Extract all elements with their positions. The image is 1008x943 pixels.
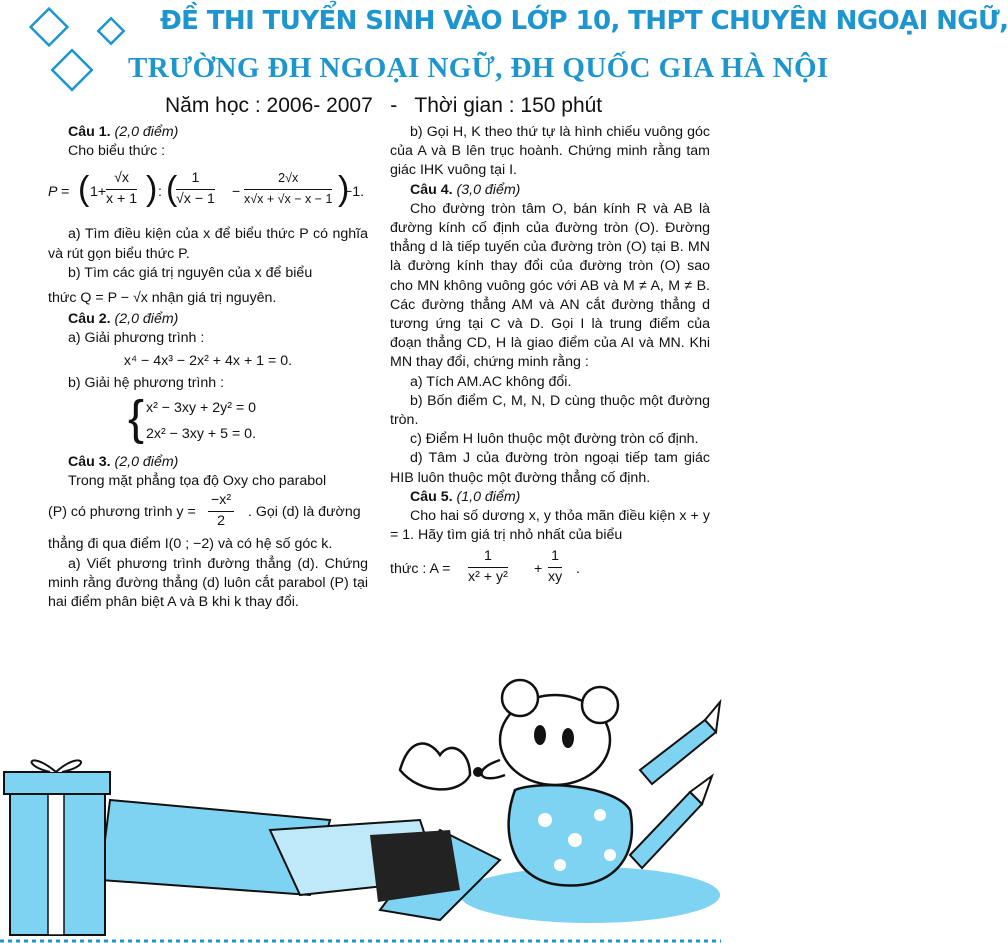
title-line-2: TRƯỜNG ĐH NGOẠI NGỮ, ĐH QUỐC GIA HÀ NỘI [128, 52, 829, 84]
q4-points: (3,0 điểm) [456, 181, 521, 198]
q2-part-a: a) Giải phương trình : [68, 330, 205, 347]
header [0, 0, 1008, 125]
q1-intro: Cho biểu thức : [68, 143, 166, 160]
q3-line3: thẳng đi qua điểm I(0 ; −2) và có hệ số góc k. [48, 536, 333, 553]
q3-parabola-frac [208, 491, 234, 530]
q4-intro: Cho đường tròn tâm O, bán kính R và AB là đường kính cố định của đường tròn (O). Đường thẳng d là tiếp tuyến của đường tròn (O) tại B. MN là đường kính thay đổi của đường tròn (O) sao cho MN không vuông góc với AB và M ≠ A, M ≠ B. Các đường thẳng AM và AN cắt đường thẳng d tương ứng tại C và D. Gọi I là trung điểm của đoạn thẳng CD, H là giao điểm của AI và MN. Khi MN thay đổi, chứng minh rằng : [390, 200, 710, 371]
right-column [390, 123, 710, 593]
q2-system-eq1: x² − 3xy + 2y² = 0 [146, 400, 257, 417]
q5-label: Câu 5. [410, 488, 453, 505]
q2-part-b: b) Giải hệ phương trình : [68, 374, 225, 391]
q5-frac1-denominator: x² + y² [468, 568, 508, 585]
black-box-icon [370, 830, 460, 902]
exam-meta: Năm học : 2006- 2007 - Thời gian : 150 phút [165, 94, 603, 117]
q5-intro: Cho hai số dương x, y thỏa mãn điều kiện x + y = 1. Hãy tìm giá trị nhỏ nhất của biểu [390, 508, 710, 544]
q4-label: Câu 4. [410, 181, 453, 198]
q2-system: { x² − 3xy + 2y² = 0 2x² − 3xy + 5 = 0. [128, 392, 257, 446]
frac3-numerator: 2√x [244, 169, 332, 189]
formula-p-one: 1+ [90, 184, 107, 201]
q5-frac1 [468, 547, 508, 586]
gift-box-icon [4, 760, 110, 935]
left-column [48, 123, 368, 612]
formula-p-frac1 [106, 169, 137, 208]
q5-frac2-numerator: 1 [548, 547, 562, 567]
pencil-icon [630, 702, 720, 868]
q2-label: Câu 2. [68, 311, 111, 328]
q3-line2b: . Gọi (d) là đường [248, 504, 361, 521]
formula-p-colon: : [158, 184, 162, 201]
q2-points: (2,0 điểm) [114, 311, 179, 328]
q3-part-a: a) Viết phương trình đường thẳng (d). Chứng minh rằng đường thẳng (d) luôn cắt parabol (P) tại hai điểm phân biệt A và B khi k thay đổi. [48, 555, 368, 611]
title-line-1: ĐỀ THI TUYỂN SINH VÀO LỚP 10, THPT CHUYÊN NGOẠI NGỮ, [160, 6, 1008, 36]
formula-p-frac2 [176, 169, 215, 208]
q1-points: (2,0 điểm) [114, 124, 179, 140]
frac3-denominator: x√x + √x − x − 1 [244, 191, 333, 206]
diamond-decoration-icon [0, 0, 160, 100]
q1-part-b1: b) Tìm các giá trị nguyên của x để biểu [68, 264, 313, 281]
q5-formula-lead: thức : A = [390, 561, 451, 578]
q5-points: (1,0 điểm) [456, 488, 521, 505]
formula-p-frac3 [244, 169, 332, 208]
q2-equation: x⁴ − 4x³ − 2x² + 4x + 1 = 0. [123, 352, 293, 369]
q1-label: Câu 1. [68, 124, 111, 140]
parabola-numerator: −x² [208, 491, 234, 511]
frac2-numerator: 1 [176, 169, 215, 189]
q3-intro: Trong mặt phẳng tọa độ Oxy cho parabol [68, 473, 327, 490]
q3-line2a: (P) có phương trình y = [48, 504, 196, 521]
q5-frac1-numerator: 1 [468, 547, 508, 567]
q3-label: Câu 3. [68, 454, 111, 471]
q4-part-d: d) Tâm J của đường tròn ngoại tiếp tam giác HIB luôn thuộc một đường thẳng cố định. [390, 450, 710, 486]
q1-part-b2: thức Q = P − √x nhận giá trị nguyên. [48, 290, 277, 307]
q3-parabola-line [48, 491, 368, 535]
q5-frac2-denominator: xy [548, 568, 563, 585]
frac1-denominator: x + 1 [106, 190, 138, 207]
frac2-denominator: √x − 1 [176, 190, 215, 207]
q4-part-c: c) Điểm H luôn thuộc một đường tròn cố định. [410, 431, 699, 448]
formula-p: P = ( 1+ $\frac{√x}{x + 1}$ ) : ( $\frac{1}{√x - 1}$ − $\frac{2√x}{x√x + √x - x - 1}$ ) −1. [48, 170, 365, 209]
q4-part-b: b) Bốn điểm C, M, N, D cùng thuộc một đường tròn. [390, 392, 710, 429]
frac1-numerator: √x [106, 169, 137, 189]
parabola-denominator: 2 [217, 512, 225, 529]
formula-p-lhs: P = [48, 184, 70, 201]
mouse-illustration [0, 680, 721, 943]
q2-system-eq2: 2x² − 3xy + 5 = 0. [146, 426, 257, 443]
q3-part-b: b) Gọi H, K theo thứ tự là hình chiếu vuông góc của A và B lên trục hoành. Chứng minh rằng tam giác IHK vuông tại I. [390, 124, 710, 179]
q5-formula: thức : A = $\frac{1}{\text{x² + y²}}$ + $\frac{1}{xy}$ . [390, 547, 710, 593]
formula-p-minus: − [232, 184, 241, 201]
q3-points: (2,0 điểm) [114, 454, 179, 471]
q1-part-a: a) Tìm điều kiện của x để biểu thức P có nghĩa và rút gọn biểu thức P. [48, 226, 368, 262]
q5-frac2 [548, 547, 562, 586]
formula-p-tail: −1. [344, 184, 365, 201]
q4-part-a: a) Tích AM.AC không đổi. [410, 373, 572, 390]
